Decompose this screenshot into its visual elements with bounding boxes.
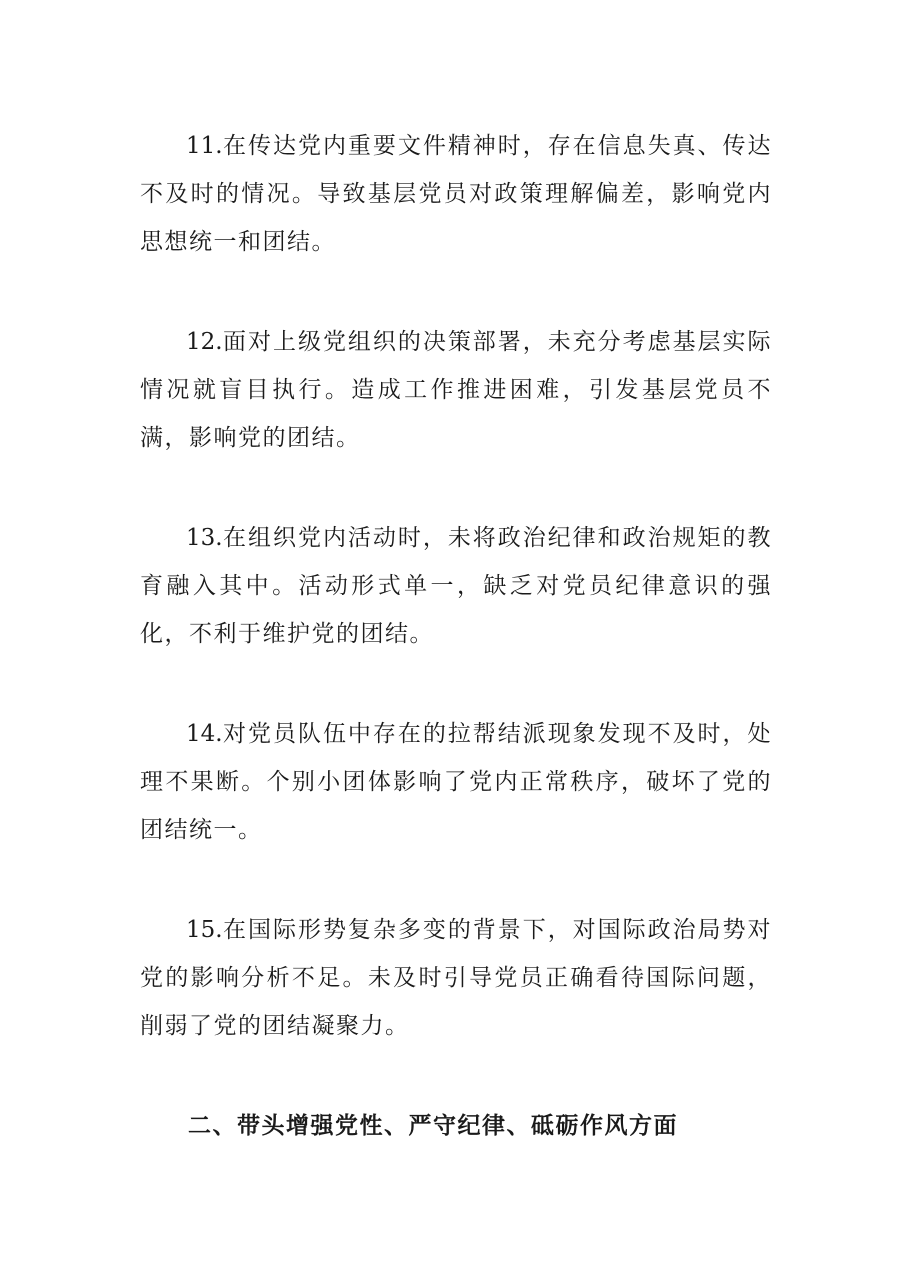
list-item-13 [140,514,772,658]
item-text: 在组织党内活动时，未将政治纪律和政治规矩的教育融入其中。活动形式单一，缺乏对党员纪律意识的强化，不利于维护党的团结。 [140,525,772,647]
item-text: 面对上级党组织的决策部署，未充分考虑基层实际情况就盲目执行。造成工作推进困难，引发基层党员不满，影响党的团结。 [140,329,772,451]
section-heading: 二、带头增强党性、严守纪律、砥砺作风方面 [188,1112,678,1139]
list-item-11 [140,122,772,266]
item-text: 在国际形势复杂多变的背景下，对国际政治局势对党的影响分析不足。未及时引导党员正确看待国际问题，削弱了党的团结凝聚力。 [140,917,772,1039]
list-item-15 [140,906,772,1050]
item-number: 14. [186,721,223,747]
item-number: 13. [186,525,223,551]
list-item-14 [140,710,772,854]
item-text: 对党员队伍中存在的拉帮结派现象发现不及时，处理不果断。个别小团体影响了党内正常秩序，破坏了党的团结统一。 [140,721,772,843]
item-text: 在传达党内重要文件精神时，存在信息失真、传达不及时的情况。导致基层党员对政策理解偏差，影响党内思想统一和团结。 [140,133,772,255]
item-number: 15. [186,917,223,943]
document-body [140,122,772,1150]
item-number: 12. [186,329,223,355]
list-item-12 [140,318,772,462]
item-number: 11. [186,133,223,159]
